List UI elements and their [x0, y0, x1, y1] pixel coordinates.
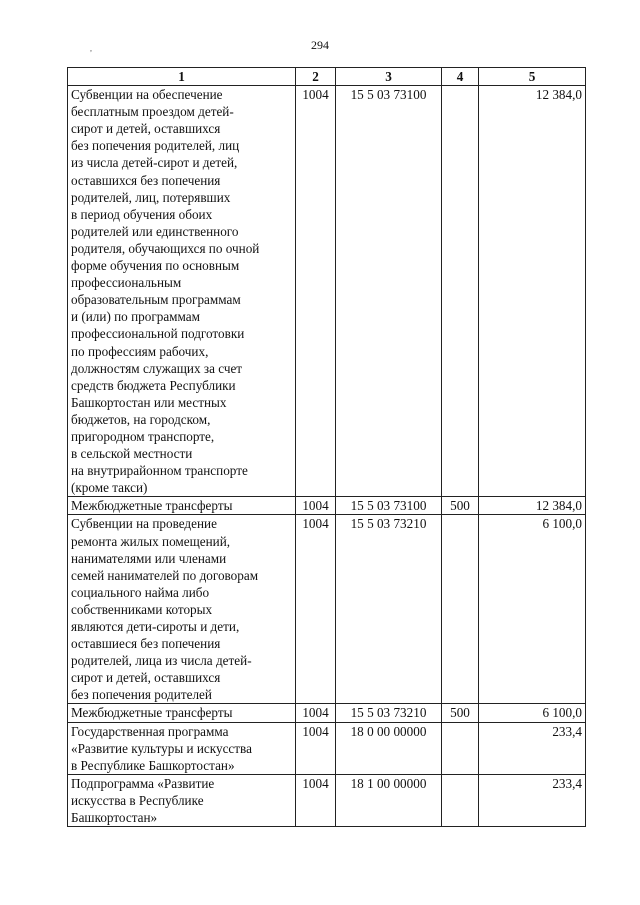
row-amount: 12 384,0 [479, 86, 586, 497]
table-row [68, 86, 586, 497]
table-row [68, 774, 586, 826]
table-row [68, 722, 586, 774]
row-target-article: 15 5 03 73210 [336, 704, 442, 722]
row-name: Межбюджетные трансферты [68, 497, 296, 515]
row-expense-type [442, 515, 479, 704]
scan-mark: , [90, 44, 92, 53]
row-section: 1004 [296, 86, 336, 497]
row-name: Субвенции на проведение ремонта жилых помещений, нанимателями или членами семей нанимателей по договорам социального найма либо собственниками которых являются дети-сироты и дети, оставшиеся без попечения родителей, лица из числа детей- сирот и детей, оставшихся без попечения родителей [68, 515, 296, 704]
header-col-5: 5 [479, 68, 586, 86]
row-amount: 6 100,0 [479, 704, 586, 722]
table-row [68, 515, 586, 704]
row-target-article: 18 1 00 00000 [336, 774, 442, 826]
table-row [68, 704, 586, 722]
row-amount: 12 384,0 [479, 497, 586, 515]
row-section: 1004 [296, 704, 336, 722]
row-expense-type: 500 [442, 497, 479, 515]
row-amount: 233,4 [479, 722, 586, 774]
row-expense-type [442, 722, 479, 774]
header-col-1: 1 [68, 68, 296, 86]
header-col-4: 4 [442, 68, 479, 86]
row-target-article: 15 5 03 73100 [336, 86, 442, 497]
table-row [68, 497, 586, 515]
header-col-3: 3 [336, 68, 442, 86]
page-number: 294 [311, 38, 329, 52]
header-col-2: 2 [296, 68, 336, 86]
row-expense-type: 500 [442, 704, 479, 722]
row-amount: 233,4 [479, 774, 586, 826]
row-target-article: 15 5 03 73210 [336, 515, 442, 704]
row-name: Субвенции на обеспечение бесплатным проездом детей- сирот и детей, оставшихся без попечения родителей, лиц из числа детей-сирот и детей, оставшихся без попечения родителей, лиц, потерявших в период обучения обоих родителей или единственного родителя, обучающихся по очной форме обучения по основным профессиональным образовательным программам и (или) по программам профессиональной подготовки по профессиям рабочих, должностям служащих за счет средств бюджета Республики Башкортостан или местных бюджетов, на городском, пригородном транспорте, в сельской местности на внутрирайонном транспорте (кроме такси) [68, 86, 296, 497]
row-name: Государственная программа «Развитие культуры и искусства в Республике Башкортостан» [68, 722, 296, 774]
row-target-article: 15 5 03 73100 [336, 497, 442, 515]
row-target-article: 18 0 00 00000 [336, 722, 442, 774]
row-name: Подпрограмма «Развитие искусства в Республике Башкортостан» [68, 774, 296, 826]
row-section: 1004 [296, 515, 336, 704]
row-section: 1004 [296, 497, 336, 515]
budget-table [67, 67, 586, 827]
row-expense-type [442, 86, 479, 497]
row-expense-type [442, 774, 479, 826]
table-header-row [68, 68, 586, 86]
row-name: Межбюджетные трансферты [68, 704, 296, 722]
row-amount: 6 100,0 [479, 515, 586, 704]
row-section: 1004 [296, 722, 336, 774]
row-section: 1004 [296, 774, 336, 826]
